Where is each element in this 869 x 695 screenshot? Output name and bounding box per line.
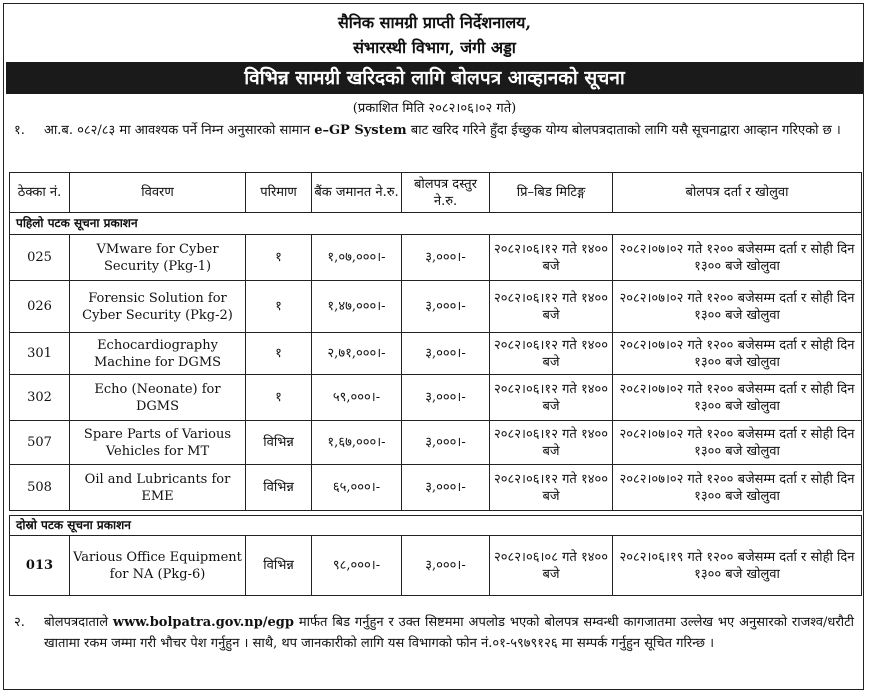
paragraph-number: १. <box>14 123 25 138</box>
quantity: १ <box>246 235 312 281</box>
table-header-row <box>10 173 862 213</box>
tender-fee: ३,०००।- <box>402 465 490 511</box>
egp-link[interactable]: www.bolpatra.gov.np/egp <box>112 615 294 630</box>
prebid-meeting: २०८२।०६।१२ गते १४०० बजे <box>490 421 613 465</box>
contract-no: 302 <box>10 375 70 421</box>
tender-fee: ३,०००।- <box>402 235 490 281</box>
section-second-publication <box>10 516 862 536</box>
org-department: संभारस्थी विभाग, जंगी अड्डा <box>353 38 516 57</box>
bank-guarantee: ९८,०००।- <box>312 536 402 596</box>
table-row <box>10 375 862 421</box>
header-description: विवरण <box>70 173 246 213</box>
section-label: दोस्रो पटक सूचना प्रकाशन <box>16 518 131 532</box>
bank-guarantee: १,०७,०००।- <box>312 235 402 281</box>
table-row <box>10 421 862 465</box>
header-contract-no: ठेक्का नं. <box>10 173 70 213</box>
text-part: बाट खरिद गरिने हुँदा ईच्छुक योग्य बोलपत्रदाताको लागि यसै सूचनाद्वारा आव्हान गरिएको छ । <box>406 123 841 138</box>
contract-no: 026 <box>10 281 70 333</box>
description: Various Office Equipment for NA (Pkg-6) <box>70 536 246 596</box>
prebid-meeting: २०८२।०६।१२ गते १४०० बजे <box>490 465 613 511</box>
prebid-meeting: २०८२।०६।०८ गते १४०० बजे <box>490 536 613 596</box>
tender-fee: ३,०००।- <box>402 536 490 596</box>
paragraph-text <box>44 612 854 654</box>
notice-title: विभिन्न सामग्री खरिदको लागि बोलपत्र आव्हानको सूचना <box>6 62 863 94</box>
prebid-meeting: २०८२।०६।१२ गते १४०० बजे <box>490 375 613 421</box>
text-part: बोलपत्रदाताले <box>44 615 113 630</box>
paragraph-1 <box>14 120 854 141</box>
submission-opening: २०८२।०७।०२ गते १२०० बजेसम्म दर्ता र सोही दिन १३०० बजे खोलुवा <box>613 281 862 333</box>
table-row <box>10 333 862 375</box>
submission-opening: २०८२।०७।०२ गते १२०० बजेसम्म दर्ता र सोही दिन १३०० बजे खोलुवा <box>613 465 862 511</box>
prebid-meeting: २०८२।०६।१२ गते १४०० बजे <box>490 333 613 375</box>
table-row <box>10 465 862 511</box>
submission-opening: २०८२।०७।०२ गते १२०० बजेसम्म दर्ता र सोही दिन १३०० बजे खोलुवा <box>613 235 862 281</box>
system-name: e–GP System <box>314 123 407 138</box>
section-first-publication <box>10 213 862 235</box>
description: Echo (Neonate) for DGMS <box>70 375 246 421</box>
submission-opening: २०८२।०७।०२ गते १२०० बजेसम्म दर्ता र सोही दिन १३०० बजे खोलुवा <box>613 375 862 421</box>
header-quantity: परिमाण <box>246 173 312 213</box>
tender-fee: ३,०००।- <box>402 281 490 333</box>
org-name: सैनिक सामग्री प्राप्ती निर्देशनालय, <box>337 13 532 32</box>
quantity: विभिन्न <box>246 536 312 596</box>
header-bank-guarantee: बैंक जमानत ने.रु. <box>312 173 402 213</box>
paragraph-2 <box>14 612 854 654</box>
quantity: विभिन्न <box>246 421 312 465</box>
contract-no: 301 <box>10 333 70 375</box>
bank-guarantee: ५९,०००।- <box>312 375 402 421</box>
quantity: विभिन्न <box>246 465 312 511</box>
prebid-meeting: २०८२।०६।१२ गते १४०० बजे <box>490 235 613 281</box>
contract-no: 508 <box>10 465 70 511</box>
text-part: आ.ब. ०८२/८३ मा आवश्यक पर्ने निम्न अनुसारको सामान <box>44 123 315 138</box>
contract-no: 013 <box>10 536 70 596</box>
header-tender-fee: बोलपत्र दस्तुर ने.रु. <box>402 173 490 213</box>
tender-fee: ३,०००।- <box>402 333 490 375</box>
description: Forensic Solution for Cyber Security (Pkg-2) <box>70 281 246 333</box>
prebid-meeting: २०८२।०६।१२ गते १४०० बजे <box>490 281 613 333</box>
section-label: पहिलो पटक सूचना प्रकाशन <box>16 216 138 230</box>
submission-opening: २०८२।०७।०२ गते १२०० बजेसम्म दर्ता र सोही दिन १३०० बजे खोलुवा <box>613 333 862 375</box>
table-row <box>10 536 862 596</box>
bank-guarantee: १,४७,०००।- <box>312 281 402 333</box>
bank-guarantee: १,६७,०००।- <box>312 421 402 465</box>
quantity: १ <box>246 281 312 333</box>
description: Spare Parts of Various Vehicles for MT <box>70 421 246 465</box>
publish-date: (प्रकाशित मिति २०८२।०६।०२ गते) <box>352 101 517 116</box>
table-row <box>10 235 862 281</box>
paragraph-text <box>44 120 854 141</box>
table-row <box>10 281 862 333</box>
description: Oil and Lubricants for EME <box>70 465 246 511</box>
bank-guarantee: २,७१,०००।- <box>312 333 402 375</box>
paragraph-number: २. <box>14 615 25 630</box>
text-part: मार्फत बिड गर्नुहुन र उक्त सिष्टममा अपलोड भएको बोलपत्र सम्वन्धी कागजातमा उल्लेख भए अनुसारको राजश्व/धरौटी खातामा रकम जम्मा गरी भौचर पेश गर्नुहुन । साथै, थप जानकारीको लागि यस विभागको फोन नं.०१-५९७९१२६ मा सम्पर्क गर्नुहुन सूचित गरिन्छ । <box>44 615 854 651</box>
header-prebid-meeting: प्रि–बिड मिटिङ्ग <box>490 173 613 213</box>
tender-fee: ३,०००।- <box>402 421 490 465</box>
contract-no: 507 <box>10 421 70 465</box>
submission-opening: २०८२।०६।१९ गते १२०० बजेसम्म दर्ता र सोही दिन १३०० बजे खोलुवा <box>613 536 862 596</box>
tender-fee: ३,०००।- <box>402 375 490 421</box>
contract-no: 025 <box>10 235 70 281</box>
submission-opening: २०८२।०७।०२ गते १२०० बजेसम्म दर्ता र सोही दिन १३०० बजे खोलुवा <box>613 421 862 465</box>
header-submission-opening: बोलपत्र दर्ता र खोलुवा <box>613 173 862 213</box>
quantity: १ <box>246 333 312 375</box>
tender-table <box>9 172 862 596</box>
bank-guarantee: ६५,०००।- <box>312 465 402 511</box>
description: Echocardiography Machine for DGMS <box>70 333 246 375</box>
quantity: १ <box>246 375 312 421</box>
description: VMware for Cyber Security (Pkg-1) <box>70 235 246 281</box>
